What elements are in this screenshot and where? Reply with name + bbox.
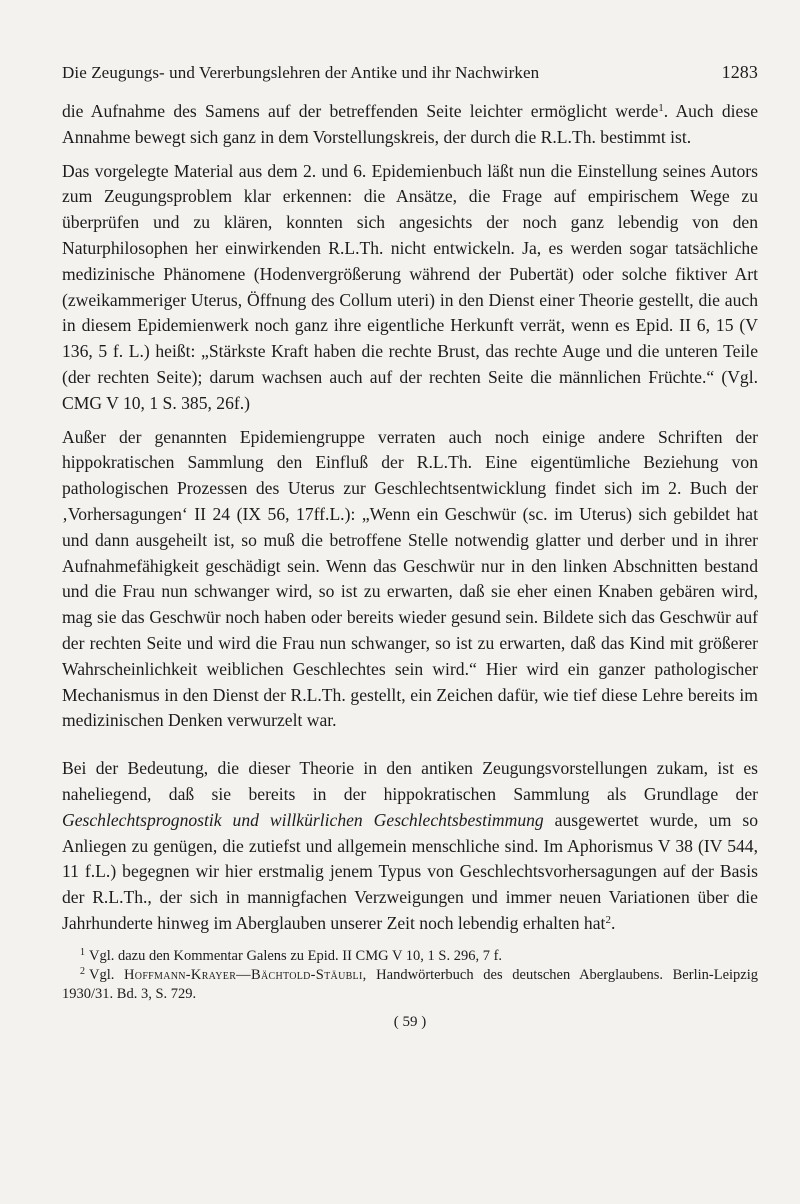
paragraph-4-text-end: ausgewertet wurde, um so Anliegen zu genügen, die zutiefst und allgemein menschliche sind. Im Aphorismus V 38 (IV 544, 11 f.L.) begegnen wir hier erstmalig jenem Typus von Geschlechtsvorhersagungen auf der Basis der R.L.Th., der sich in mannigfachen Verzweigungen und immer neuen Variationen über die Jahrhunderte hinweg im Aberglauben unserer Zeit noch lebendig erhalten hat <box>62 809 758 933</box>
paragraph-4-text: Bei der Bedeutung, die dieser Theorie in den antiken Zeugungsvorstellungen zukam, ist es naheliegend, daß sie bereits in der hippokratischen Sammlung als Grundlage der <box>62 758 758 804</box>
page-number: 1283 <box>721 62 758 82</box>
folio: ( 59 ) <box>393 1013 427 1030</box>
footnote-2-authors: Hoffmann-Krayer—Bächtold-Stäubli, <box>124 966 367 983</box>
paragraph-1-text: die Aufnahme des Samens auf der betreffenden Seite leichter ermöglicht werde <box>62 101 659 121</box>
running-title: Die Zeugungs- und Vererbungslehren der Antike und ihr Nachwirken <box>62 63 540 82</box>
paragraph-1 <box>62 99 758 151</box>
footnote-2-pre: Vgl. <box>89 966 125 983</box>
paragraph-2: Das vorgelegte Material aus dem 2. und 6. Epidemienbuch läßt nun die Einstellung seines Autors zum Zeugungsproblem klar erkennen: die Ansätze, die Frage auf empirischem Wege zu überprüfen und zu klären, konnten sich angesichts der noch ganz lebendig von den Naturphilosophen her einwirkenden R.L.Th. nicht entwickeln. Ja, es werden sogar tatsächliche medizinische Phänomene (Hodenvergrößerung während der Pubertät) oder solche fiktiver Art (zweikammeriger Uterus, Öffnung des Collum uteri) in den Dienst einer Theorie gestellt, die auch in diesem Epidemienwerk noch ganz ihre eigentliche Herkunft verrät, wenn es Epid. II 6, 15 (V 136, 5 f. L.) heißt: „Stärkste Kraft haben die rechte Brust, das rechte Auge und die unteren Teile (der rechten Seite); darum wachsen auch auf der rechten Seite die männlichen Früchte.“ (Vgl. CMG V 10, 1 S. 385, 26f.) <box>62 160 758 413</box>
footnote-2 <box>62 966 758 1004</box>
footnotes <box>62 947 758 1004</box>
footnote-1-mark: 1 <box>80 946 85 958</box>
footnote-1 <box>62 947 758 966</box>
running-header <box>62 62 758 83</box>
body-text <box>62 99 758 937</box>
paragraph-1-text-end: . Auch diese Annahme bewegt sich ganz in dem Vorstellungskreis, der durch die R.L.Th. bestimmt ist. <box>62 101 759 147</box>
paragraph-4 <box>62 756 758 937</box>
paragraph-4-italic: Geschlechtsprognostik und willkürlichen Geschlechtsbestimmung <box>62 809 544 830</box>
document-page <box>62 62 758 1031</box>
footnote-2-mark: 2 <box>80 965 85 977</box>
paragraph-4-period: . <box>610 912 616 933</box>
footnote-2-text: Handwörterbuch des deutschen Aberglaubens. Berlin-Leipzig 1930/31. Bd. 3, S. 729. <box>62 966 758 1002</box>
paragraph-3: Außer der genannten Epidemiengruppe verraten auch noch einige andere Schriften der hippokratischen Sammlung den Einfluß der R.L.Th. Eine eigentümliche Beziehung von pathologischen Prozessen des Uterus zur Geschlechtsentwicklung findet sich im 2. Buch der ‚Vorhersagungen‘ II 24 (IX 56, 17ff.L.): „Wenn ein Geschwür (sc. im Uterus) sich gebildet hat und dann ausgeheilt ist, so muß die betroffene Stelle notwendig glatter und derber und in ihrer Aufnahmefähigkeit geschädigt sein. Wenn das Geschwür nur in den linken Abschnitten bestand und die Frau nun schwanger wird, so ist zu erwarten, daß sie eher einen Knaben gebären wird, mag sie das Geschwür noch haben oder bereits wieder gesund sein. Bildete sich das Geschwür auf der rechten Seite und wird die Frau nun schwanger, so ist zu erwarten, daß das Kind mit größerer Wahrscheinlichkeit weiblichen Geschlechtes sein wird.“ Hier wird ein ganzer pathologischer Mechanismus in den Dienst der R.L.Th. gestellt, ein Zeichen dafür, wie tief diese Lehre bereits im medizinischen Denken verwurzelt war. <box>62 426 758 731</box>
footnote-ref-1: 1 <box>658 102 664 114</box>
footnote-1-text: Vgl. dazu den Kommentar Galens zu Epid. II CMG V 10, 1 S. 296, 7 f. <box>89 947 503 964</box>
footnote-ref-2: 2 <box>605 913 611 926</box>
